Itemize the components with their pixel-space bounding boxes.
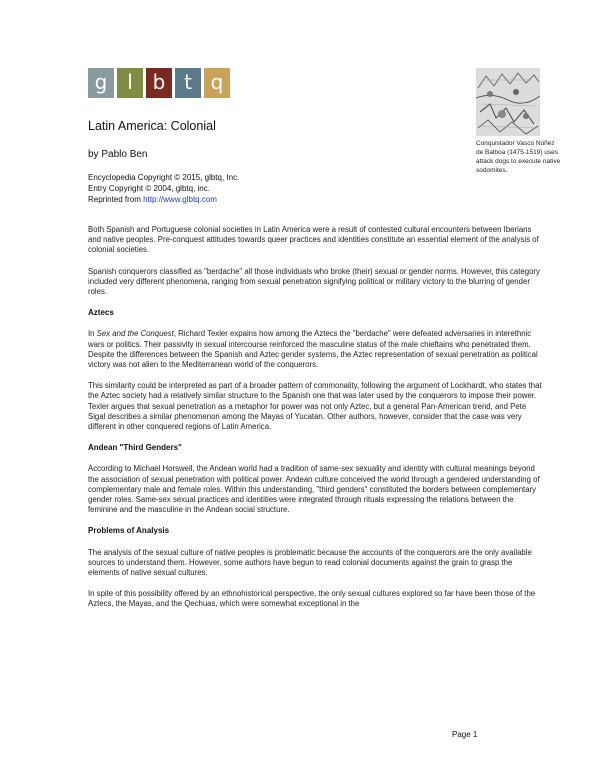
article-body [88,225,542,621]
section-heading-aztecs: Aztecs [88,308,114,318]
illustration-engraving [476,68,540,136]
intro-paragraph-2: Spanish conquerors classified as "berdache" all those individuals who broke (their) sexual or gender norms. However, this category included very different phenomena, ranging from sexual penetration signifying political or military victory to the blurring of gender roles. [88,266,540,297]
logo-letter-g: g [88,68,114,98]
reprinted-prefix: Reprinted from [88,195,144,204]
logo-letter-b: b [146,68,172,98]
aztecs-paragraph-1 [88,329,542,370]
aztecs-p1-prefix: In [88,329,97,339]
intro-paragraph-1: Both Spanish and Portuguese colonial societies in Latin America were a result of contested cultural encounters between Iberians and native peoples. Pre-conquest attitudes towards queer practices and identities constitute an essential element of the analysis of colonial societies. [88,225,539,255]
encyclopedia-copyright: Encyclopedia Copyright © 2015, glbtq, Inc. [88,173,240,182]
logo-letter-l: l [117,68,143,98]
andean-paragraph-1: According to Michael Horswell, the Andean world had a tradition of same-sex sexuality and identity with cultural meanings beyond the association of sexual penetration with political power. Andean culture conceived the world through a gendered understanding of complementary male and female roles. Within this understanding, "third genders" constituted the borders between complementary gender roles. Same-sex sexual practices and identities were integrated through rituals expressing the relations between the feminine and the masculine in the Andean social structure. [88,464,540,515]
logo-letter-q: q [204,68,230,98]
aztecs-p1-text: , Richard Texler expains how among the Aztecs the "berdache" were defeated adversaries in interethnic wars or politics. Their passivity in sexual intercourse reinforced the masculine status of the male chieftains who penetrated them. Despite the differences between the Spanish and Aztec gender systems, the Aztec representation of sexual penetration as political victory was not alien to the Mediterranean world of the conquerors. [88,329,538,370]
engraving-sketch [476,68,540,136]
logo-letter-t: t [175,68,201,98]
reprinted-line [88,194,239,205]
problems-paragraph-2: In spite of this possibility offered by an ethnohistorical perspective, the only sexual cultures explored so far have been those of the Aztecs, the Mayas, and the Qechuas, which were somewhat exceptional in the [88,589,536,609]
copyright-block [88,172,239,205]
book-title: Sex and the Conquest [96,329,174,339]
section-heading-andean: Andean "Third Genders" [88,443,182,453]
problems-paragraph-1: The analysis of the sexual culture of native peoples is problematic because the accounts of the conquerors are the only available sources to understand them. However, some authors have begun to read colonial documents against the grain to grasp the elements of native sexual cultures. [88,547,532,578]
section-heading-problems: Problems of Analysis [88,526,170,536]
entry-copyright: Entry Copyright © 2004, glbtq, inc. [88,184,210,193]
aztecs-paragraph-2: This similarity could be interpreted as part of a broader pattern of commonality, following the argument of Lockhardt, who states that the Aztec society had a relatively similar structure to the Spanish one that was later used by the conquerors to impose their power. Texler argues that sexual penetration as a metaphor for power was not only Aztec, but a general Pan-American trend, and Pete Sigal describes a similar phenomenon among the Mayas of Yucatan. Other authors, however, consider that the case was very different in other conquered regions of Latin America. [88,381,542,432]
page-number: Page 1 [452,730,478,739]
author-byline: by Pablo Ben [88,149,148,160]
page-title: Latin America: Colonial [88,119,216,133]
source-link[interactable]: http://www.glbtq.com [143,195,217,204]
glbtq-logo [88,68,230,98]
figure-caption: Conquistador Vasco Núñez de Balboa (1475-1519) uses attack dogs to execute native sodomites. [476,140,561,174]
